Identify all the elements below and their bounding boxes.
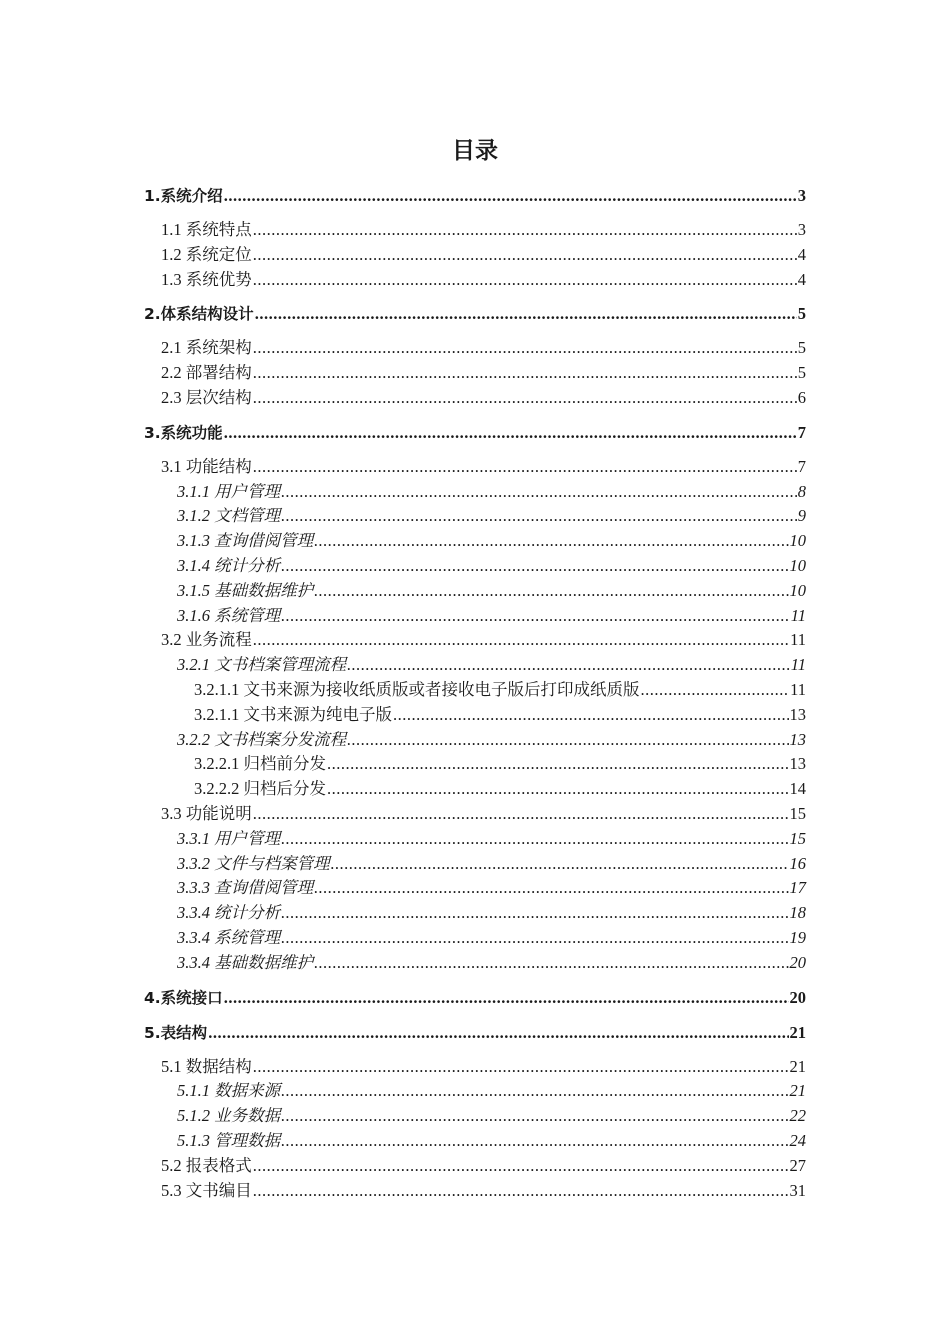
toc-entry-label: 3.2.2.2 归档后分发 [194,779,326,799]
toc-dot-leader [253,1055,789,1080]
toc-entry[interactable] [177,926,806,951]
toc-dot-leader [224,985,789,1011]
toc-entry-page-number: 5 [797,304,806,324]
toc-entry[interactable] [177,579,806,604]
toc-dot-leader [281,480,797,505]
toc-entry[interactable] [177,480,806,505]
toc-entry[interactable] [177,653,806,678]
toc-dot-leader [347,653,790,678]
toc-entry[interactable] [177,951,806,976]
toc-entry-page-number: 15 [789,828,806,848]
toc-dot-leader [253,243,797,268]
toc-entry-label: 3.1.6 系统管理 [177,605,281,625]
toc-dot-leader [314,579,788,604]
toc-entry-label: 4.系统接口 [144,988,223,1007]
toc-entry[interactable] [194,678,806,703]
toc-dot-leader [281,926,788,951]
toc-entry-label: 3.2.1.1 文书来源为接收纸质版或者接收电子版后打印成纸质版 [194,679,640,699]
toc-entry-page-number: 11 [790,605,806,625]
toc-entry-label: 3.1.5 基础数据维护 [177,580,314,600]
toc-entry[interactable] [161,628,806,653]
toc-dot-leader [253,802,789,827]
toc-entry-label: 3.1.4 统计分析 [177,555,281,575]
toc-entry[interactable] [177,1079,806,1104]
toc-entry-label: 2.体系结构设计 [144,305,254,324]
toc-entry-label: 1.3 系统优势 [161,269,252,289]
toc-dot-leader [327,777,789,802]
toc-entry-label: 3.2.2.1 归档前分发 [194,754,326,774]
toc-entry-label: 2.1 系统架构 [161,338,252,358]
toc-entry[interactable] [177,1104,806,1129]
toc-entry-label: 3.2 业务流程 [161,630,252,650]
toc-entry-page-number: 16 [789,853,806,873]
toc-dot-leader [253,1154,789,1179]
toc-entry-label: 5.1.3 管理数据 [177,1130,281,1150]
toc-entry[interactable] [177,604,806,629]
toc-entry[interactable] [177,529,806,554]
toc-dot-leader [331,852,789,877]
toc-entry-page-number: 14 [789,779,806,799]
toc-dot-leader [314,529,788,554]
toc-entry-label: 3.系统功能 [144,423,223,442]
toc-dot-leader [393,703,789,728]
toc-entry[interactable] [161,455,806,480]
toc-dot-leader [253,361,797,386]
toc-dot-leader [253,386,797,411]
toc-entry-page-number: 11 [790,655,806,675]
toc-entry[interactable] [177,827,806,852]
toc-entry[interactable] [144,183,806,209]
toc-dot-leader [281,604,790,629]
toc-entry-page-number: 13 [789,729,806,749]
toc-entry[interactable] [161,218,806,243]
toc-entry-page-number: 11 [790,679,806,699]
toc-entry-label: 5.1.1 数据来源 [177,1081,281,1101]
toc-dot-leader [281,1104,788,1129]
toc-entry-label: 3.2.1 文书档案管理流程 [177,655,347,675]
toc-entry-label: 3.3.4 基础数据维护 [177,952,314,972]
toc-entry-page-number: 13 [789,704,806,724]
toc-entry[interactable] [161,336,806,361]
toc-entry[interactable] [161,243,806,268]
toc-entry-page-number: 24 [789,1130,806,1150]
toc-dot-leader [327,752,789,777]
toc-entry-label: 3.1.2 文档管理 [177,506,281,526]
toc-dot-leader [253,268,797,293]
toc-entry[interactable] [177,1129,806,1154]
toc-entry[interactable] [144,985,806,1011]
toc-entry[interactable] [177,554,806,579]
toc-entry[interactable] [177,876,806,901]
toc-dot-leader [347,728,788,753]
toc-dot-leader [281,1129,788,1154]
toc-entry[interactable] [161,386,806,411]
toc-entry[interactable] [161,268,806,293]
toc-entry[interactable] [194,703,806,728]
toc-entry-page-number: 15 [789,803,806,823]
toc-entry[interactable] [144,301,806,327]
toc-entry-label: 3.1.3 查询借阅管理 [177,531,314,551]
toc-entry-label: 3.3.1 用户管理 [177,828,281,848]
toc-dot-leader [208,1020,788,1046]
toc-dot-leader [224,183,797,209]
toc-entry-page-number: 3 [797,186,806,205]
toc-entry-page-number: 31 [789,1180,806,1200]
toc-dot-leader [253,455,797,480]
toc-entry[interactable] [161,1179,806,1204]
toc-entry[interactable] [194,777,806,802]
toc-entry-page-number: 20 [789,987,806,1007]
toc-entry-label: 1.1 系统特点 [161,220,252,239]
toc-entry[interactable] [144,1020,806,1046]
toc-dot-leader [281,1079,788,1104]
toc-entry[interactable] [161,1055,806,1080]
toc-entry-page-number: 18 [789,903,806,923]
toc-entry-label: 5.3 文书编目 [161,1180,252,1200]
toc-entry-label: 3.2.2 文书档案分发流程 [177,729,347,749]
toc-entry-page-number: 9 [797,506,806,526]
toc-entry-page-number: 11 [790,630,806,650]
toc-entry-label: 2.3 层次结构 [161,387,252,407]
toc-entry-page-number: 5 [797,338,806,358]
toc-entry-page-number: 5 [797,363,806,383]
toc-entry[interactable] [161,1154,806,1179]
toc-entry-label: 5.2 报表格式 [161,1155,252,1175]
toc-dot-leader [224,420,797,446]
toc-entry-label: 3.3.3 查询借阅管理 [177,878,314,898]
toc-entry-label: 3.3 功能说明 [161,803,252,823]
toc-entry-label: 3.3.4 统计分析 [177,903,281,923]
toc-dot-leader [314,876,788,901]
toc-entry-label: 3.3.4 系统管理 [177,927,281,947]
toc-dot-leader [281,827,788,852]
toc-entry-label: 3.1 功能结构 [161,456,252,476]
toc-entry-page-number: 21 [789,1056,806,1076]
toc-entry-page-number: 8 [797,481,806,501]
toc-entry-page-number: 19 [789,927,806,947]
toc-entry-label: 5.表结构 [144,1023,208,1042]
toc-dot-leader [281,504,797,529]
toc-entry-page-number: 4 [797,269,806,289]
table-of-contents [0,183,950,1203]
toc-dot-leader [641,678,790,703]
toc-entry-label: 5.1.2 业务数据 [177,1106,281,1126]
toc-entry-page-number: 6 [797,387,806,407]
toc-entry-page-number: 10 [789,531,806,551]
toc-entry-label: 1.系统介绍 [144,187,223,205]
toc-entry-label: 2.2 部署结构 [161,363,252,383]
toc-entry-page-number: 3 [797,220,806,239]
toc-entry-label: 3.1.1 用户管理 [177,481,281,501]
toc-dot-leader [253,336,797,361]
toc-dot-leader [314,951,788,976]
toc-entry[interactable] [177,728,806,753]
toc-dot-leader [253,1179,789,1204]
toc-entry-page-number: 20 [789,952,806,972]
toc-entry[interactable] [177,504,806,529]
toc-entry-page-number: 27 [789,1155,806,1175]
toc-entry[interactable] [161,802,806,827]
toc-entry-page-number: 4 [797,244,806,264]
toc-entry-page-number: 21 [789,1081,806,1101]
toc-entry-page-number: 21 [789,1022,806,1042]
toc-entry-page-number: 7 [797,422,806,442]
toc-dot-leader [253,628,789,653]
toc-dot-leader [281,554,788,579]
toc-entry-page-number: 10 [789,555,806,575]
toc-entry-page-number: 17 [789,878,806,898]
toc-entry[interactable] [161,361,806,386]
toc-entry-page-number: 7 [797,456,806,476]
toc-entry-page-number: 22 [789,1106,806,1126]
toc-dot-leader [255,301,797,327]
toc-entry-page-number: 10 [789,580,806,600]
toc-entry-label: 1.2 系统定位 [161,244,252,264]
toc-dot-leader [281,901,788,926]
toc-entry[interactable] [194,752,806,777]
toc-entry-page-number: 13 [789,754,806,774]
toc-entry-label: 5.1 数据结构 [161,1056,252,1076]
toc-entry[interactable] [177,901,806,926]
toc-entry[interactable] [177,852,806,877]
toc-dot-leader [253,218,797,243]
toc-entry-label: 3.2.1.1 文书来源为纯电子版 [194,704,392,724]
toc-title: 目录 [452,138,498,164]
toc-entry-label: 3.3.2 文件与档案管理 [177,853,330,873]
toc-entry[interactable] [144,420,806,446]
